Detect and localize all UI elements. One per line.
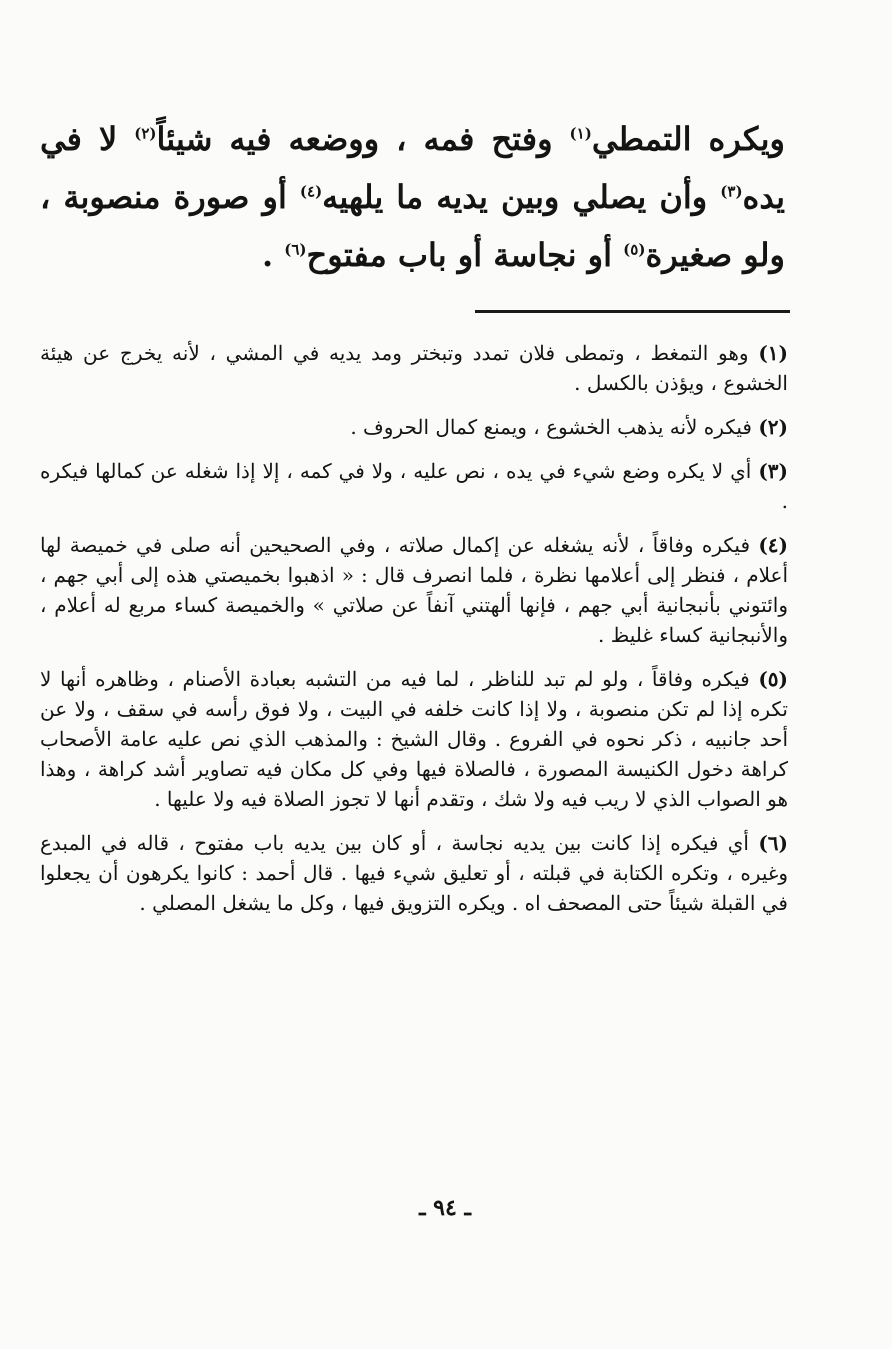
main-text-segment: ويكره التمطي xyxy=(591,120,786,158)
main-text-segment: وأن يصلي وبين يديه ما يلهيه xyxy=(322,178,721,216)
main-text-segment: أو صورة منصوبة ، ولو صغيرة xyxy=(40,178,785,274)
footnote-ref-5: (٥) xyxy=(623,240,646,259)
footnote-text: وهو التمغط ، وتمطى فلان تمدد وتبختر ومد يديه في المشي ، لأنه يخرج عن هيئة الخشوع ، ويؤذن بالكسل . xyxy=(40,341,788,395)
footnote-ref-6: (٦) xyxy=(284,240,307,259)
footnote-number: (٣) xyxy=(758,459,788,483)
footnotes xyxy=(40,338,788,932)
footnote-number: (١) xyxy=(758,341,788,365)
footnote-ref-4: (٤) xyxy=(299,182,323,201)
footnote-ref-2: (٢) xyxy=(134,124,157,143)
footnote-text: أي لا يكره وضع شيء في يده ، نص عليه ، ولا في كمه ، إلا إذا شغله عن كمالها فيكره . xyxy=(40,459,788,513)
main-text xyxy=(40,110,785,284)
footnote-3 xyxy=(40,456,788,516)
footnote-text: فيكره وفاقاً ، لأنه يشغله عن إكمال صلاته ، وفي الصحيحين أنه صلى في خميصة لها أعلام ، فنظر إلى أعلامها نظرة ، فلما انصرف قال : « اذهبوا بخميصتي هذه إلى أبي جهم ، وائتوني بأنبجانية أبي جهم ، فإنها ألهتني آنفاً عن صلاتي » والخميصة كساء مربع له أعلام ، والأنبجانية كساء غليظ . xyxy=(40,533,788,647)
footnote-4 xyxy=(40,530,788,650)
footnote-2 xyxy=(40,412,788,442)
footnote-separator xyxy=(475,310,790,313)
footnote-number: (٤) xyxy=(758,533,789,557)
main-text-segment: لا في يده xyxy=(40,120,786,216)
main-text-segment: وفتح فمه ، ووضعه فيه شيئاً xyxy=(156,120,570,158)
footnote-ref-1: (١) xyxy=(569,124,592,143)
footnote-5 xyxy=(40,664,788,814)
footnote-text: أي فيكره إذا كانت بين يديه نجاسة ، أو كان بين يديه باب مفتوح ، قاله في المبدع وغيره ، وتكره الكتابة في قبلته ، أو تعليق شيء فيها . قال أحمد : كانوا يكرهون أن يجعلوا في القبلة شيئاً حتى المصحف اه . ويكره التزويق فيها ، وكل ما يشغل المصلي . xyxy=(40,831,788,915)
footnote-ref-3: (٣) xyxy=(720,182,743,201)
footnote-number: (٢) xyxy=(758,415,788,439)
footnote-number: (٥) xyxy=(758,667,789,691)
footnote-text: فيكره لأنه يذهب الخشوع ، ويمنع كمال الحروف . xyxy=(350,415,752,439)
footnote-6 xyxy=(40,828,788,918)
page-number: ـ ٩٤ ـ xyxy=(419,1195,471,1221)
footnote-1 xyxy=(40,338,788,398)
main-text-segment: أو نجاسة أو باب مفتوح xyxy=(306,236,624,274)
main-paragraph xyxy=(40,110,785,284)
footnote-text: فيكره وفاقاً ، ولو لم تبد للناظر ، لما فيه من التشبه بعبادة الأصنام ، وظاهره أنها لا تكره إذا لم تكن منصوبة ، ولا إذا كانت خلفه في البيت ، ولا فوق رأسه في سقف ، ولا عن أحد جانبيه ، ذكر نحوه في الفروع . وقال الشيخ : والمذهب الذي نص عليه عامة الأصحاب كراهة دخول الكنيسة المصورة ، فالصلاة فيها وفي كل مكان فيه تصاوير أشد كراهة ، وهذا هو الصواب الذي لا ريب فيه ولا شك ، وتقدم أنها لا تجوز الصلاة فيه ولا عليها . xyxy=(40,667,788,811)
main-text-segment: . xyxy=(261,236,285,274)
footnote-number: (٦) xyxy=(758,831,788,855)
